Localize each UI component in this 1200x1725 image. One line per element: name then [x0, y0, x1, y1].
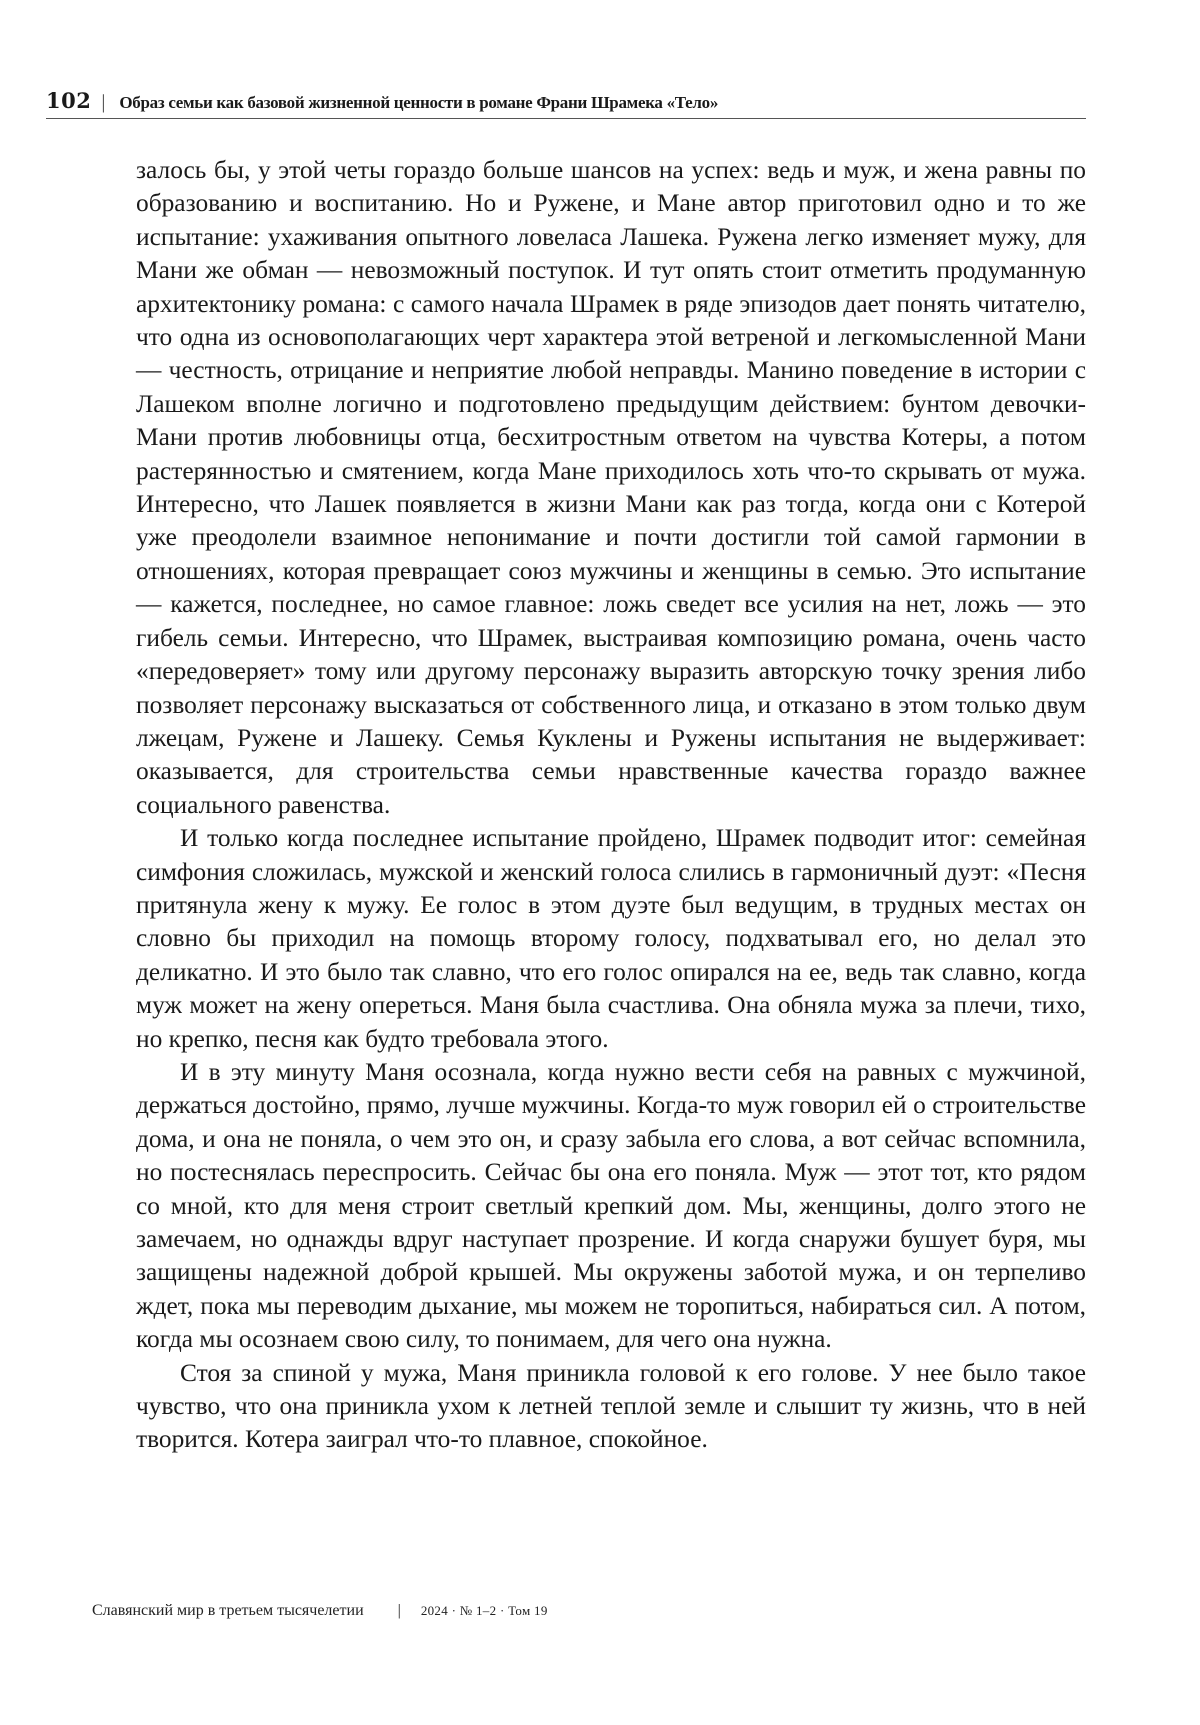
paragraph-4: Стоя за спиной у мужа, Маня приникла головой к его голове. У нее было такое чувство, что она приникла ухом к летней теплой земле и слышит ту жизнь, что в ней творится. Котера заиграл что-то плавное, спокойное. [136, 1358, 1086, 1454]
paragraph-1: залось бы, у этой четы гораздо больше шансов на успех: ведь и муж, и жена равны по образованию и воспитанию. Но и Ружене, и Мане автор приготовил одно и то же испытание: ухаживания опытного ловеласа Лашека. Ружена легко изменяет мужу, для Мани же обман — невозможный поступок. И тут опять стоит отметить продуманную архитектонику романа: с самого начала Шрамек в ряде эпизодов дает понять читателю, что одна из основополагающих черт характера этой ветреной и легкомысленной Мани — честность, отрицание и неприятие любой неправды. Манино поведение в истории с Лашеком вполне логично и подготовлено предыдущим действием: бунтом девочки-Мани против любовницы отца, бесхитростным ответом на чувства Котеры, а потом растерянностью и смятением, когда Мане приходилось хоть что-то скрывать от мужа. Интересно, что Лашек появляется в жизни Мани как раз тогда, когда они с Котерой уже преодолели взаимное непонимание и почти достигли той самой гармонии в отношениях, которая превращает союз мужчины и женщины в семью. Это испытание — кажется, последнее, но самое главное: ложь сведет все усилия на нет, ложь — это гибель семьи. Интересно, что Шрамек, выстраивая композицию романа, очень часто «передоверяет» тому или другому персонажу выразить авторскую точку зрения либо позволяет персонажу высказаться от собственного лица, и отказано в этом только двум лжецам, Ружене и Лашеку. Семья Куклены и Ружены испытания не выдерживает: оказывается, для строительства семьи нравственные качества гораздо важнее социального равенства. [136, 156, 1086, 819]
running-title: Образ семьи как базовой жизненной ценности в романе Франи Шрамека «Тело» [119, 93, 719, 112]
page-number: 102 [46, 88, 92, 113]
journal-title: Славянский мир в третьем тысячелетии [92, 1602, 364, 1619]
paragraph-2: И только когда последнее испытание пройдено, Шрамек подводит итог: семейная симфония сложилась, мужской и женский голоса слились в гармоничный дуэт: «Песня притянула жену к мужу. Ее голос в этом дуэте был ведущим, в трудных местах он словно бы приходил на помощь второму голосу, подхватывал его, но делал это деликатно. И это было так славно, что его голос опирался на ее, ведь так славно, когда муж может на жену опереться. Маня была счастлива. Она обняла мужа за плечи, тихо, но крепко, песня как будто требовала этого. [136, 824, 1086, 1053]
page-footer [92, 1602, 548, 1620]
article-body [136, 154, 1086, 1457]
issue-info: 2024 · № 1–2 · Том 19 [420, 1603, 548, 1618]
footer-separator: | [397, 1602, 401, 1619]
running-header [46, 84, 1086, 119]
header-separator: | [101, 91, 106, 113]
paragraph-3: И в эту минуту Маня осознала, когда нужно вести себя на равных с мужчиной, держаться достойно, прямо, лучше мужчины. Когда-то муж говорил ей о строительстве дома, и она не поняла, о чем это он, и сразу забыла его слова, а вот сейчас вспомнила, но постеснялась переспросить. Сейчас бы она его поняла. Муж — этот тот, кто рядом со мной, кто для меня строит светлый крепкий дом. Мы, женщины, долго этого не замечаем, но однажды вдруг наступает прозрение. И когда снаружи бушует буря, мы защищены надежной доброй крышей. Мы окружены заботой мужа, и он терпеливо ждет, пока мы переводим дыхание, мы можем не торопиться, набираться сил. А потом, когда мы осознаем свою силу, то понимаем, для чего она нужна. [136, 1057, 1086, 1354]
